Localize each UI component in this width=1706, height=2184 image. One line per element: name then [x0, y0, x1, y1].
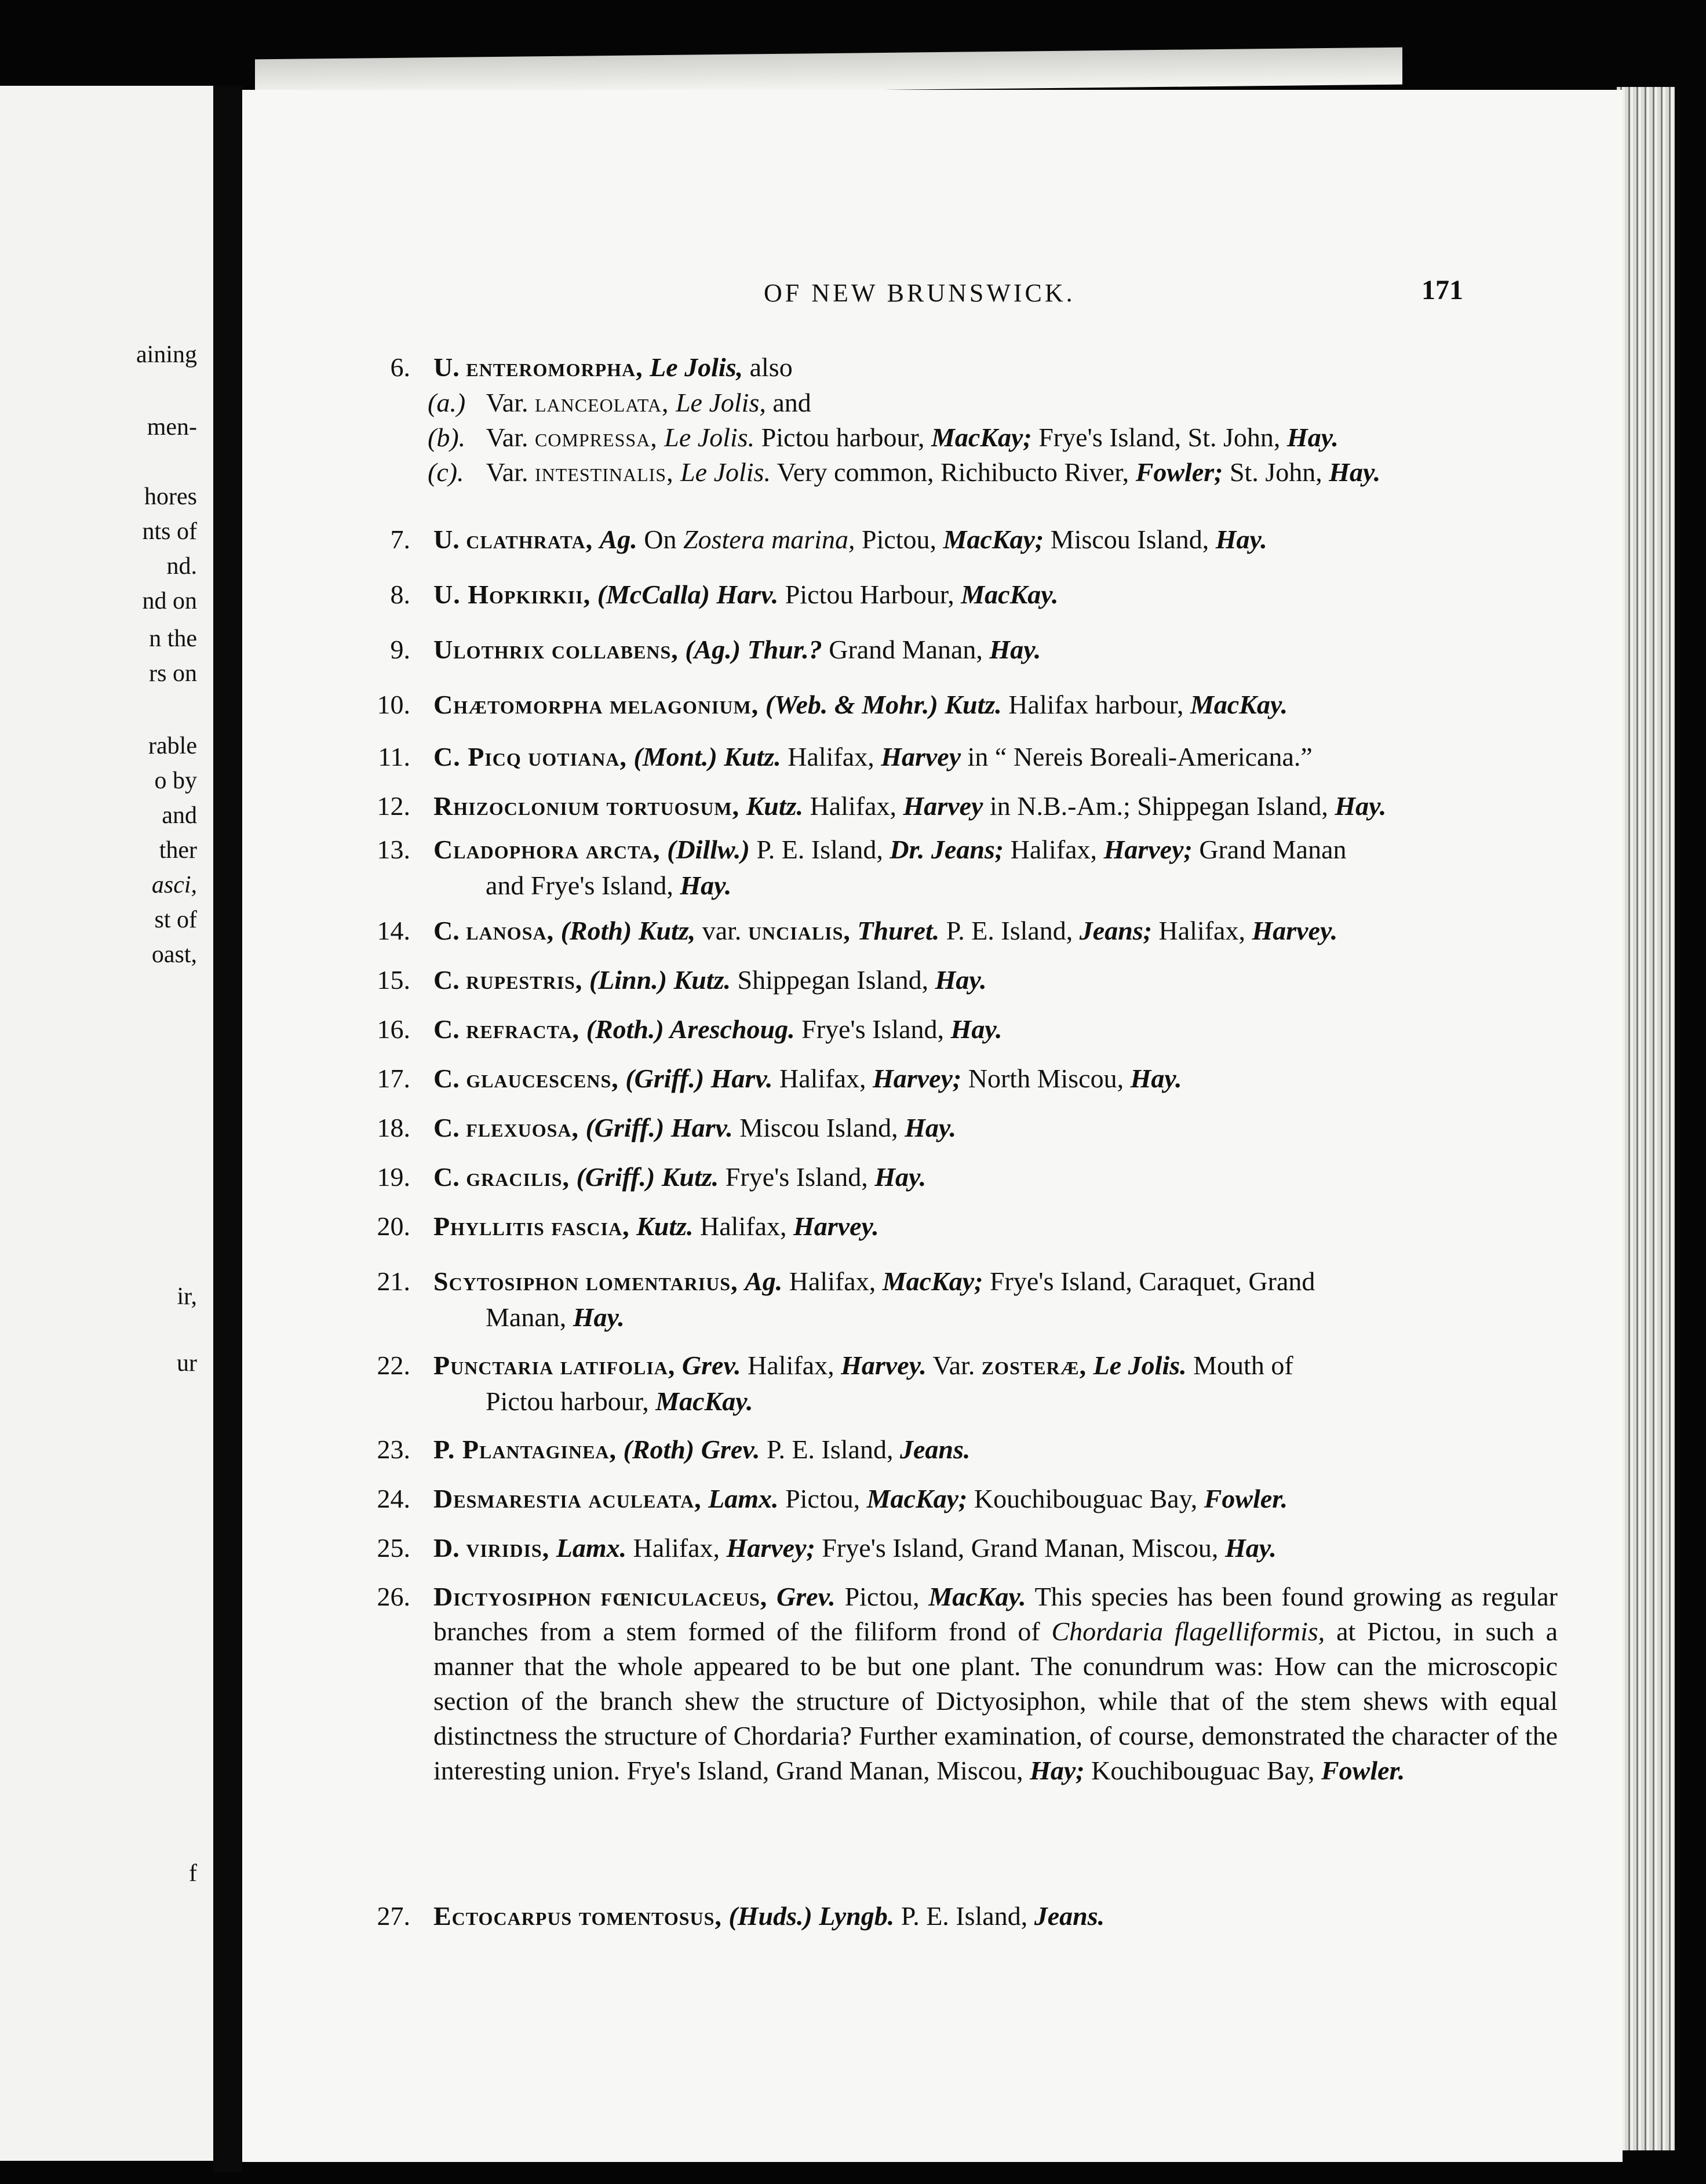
page-stack-edge — [1617, 87, 1675, 2150]
left-fragment: rs on — [149, 660, 197, 687]
right-page: OF NEW BRUNSWICK. 171 6. U. enteromorpha, Le Jolis, also (a.) Var. lanceolata, Le Jolis, and (b). Var. compressa, Le Jolis. Pictou harbour, MacKay; Frye's Island, St. John, Hay. (c). Var. intestinalis, Le Jolis. Very common, Richibucto River, Fowler; St. John, Hay. 7. U. clathrata, Ag. On Zostera marina, Pictou, MacKay; Miscou Island, Hay. 8. U. Hopkirkii, (McCalla) Harv. Pictou Harbour, MacKay. 9. Ulothrix collabens, (Ag.) Thur.? Grand Manan, Hay. 10. Chætomorpha melagonium, (Web. & Mohr.) Kutz. Halifax harbour, MacKay. 11. C. Picq uotiana, (Mont.) Kutz. Halifax, Harvey in “ Nereis Boreali-Americana.” 12. Rhizoclonium tortuosum, Kutz. Halifax, Harvey in N.B.-Am.; Shippegan Island, Hay. 13. Cladophora arcta, (Dillw.) P. E. Island, Dr. Jeans; Halifax, Harvey; Grand Manan and Frye's Island, Hay. 14. C. lanosa, (Roth) Kutz, var. uncialis, Thuret. P. E. Island, Jeans; Halifax, Harvey. 15. C. rupestris, (Linn.) Kutz. Shippegan Island, Hay. 16. C. refracta, (Roth.) Areschoug. Frye's Island, Hay. 17. C. glaucescens, (Griff.) Harv. Halifax, Harvey; North Miscou, Hay. 18. C. flexuosa, (Griff.) Harv. Miscou Island, Hay. 19. C. gracilis, (Griff.) Kutz. Frye's Island, Hay. 20. Phyllitis fascia, Kutz. Halifax, Harvey. 21. Scytosiphon lomentarius, Ag. Halifax, MacKay; Frye's Island, Caraquet, Grand Manan, Hay. 22. Punctaria latifolia, Grev. Halifax, Harvey. Var. zosteræ, Le Jolis. Mouth of Pictou harbour, MacKay. 23. P. Plantaginea, (Roth) Grev. P. E. Island, Jeans. 24. Desmarestia aculeata, Lamx. Pictou, MacKay; Kouchibouguac Bay, Fowler. 25. D. viridis, Lamx. Halifax, Harvey; Frye's Island, Grand Manan, Miscou, Hay. 26. Dictyosiphon fœniculaceus, Grev. Pictou, MacKay. This species has been found growing as regular branches from a stem formed of the filiform frond of Chordaria flagelliformis, at Pictou, in such a manner that the whole appeared to be but one plant. The conundrum was: How can the microscopic section of the branch shew the structure of Dictyosiphon, while that of the stem shews with equal distinctness the structure of Chordaria? Further examination, of course, demonstrated the character of the interesting union. Frye's Island, Grand Manan, Miscou, Hay; Kouchibouguac Bay, Fowler. 27. Ectocarpus tomentosus, (Huds.) Lyngb. P. E. Island, Jeans. — [242, 90, 1623, 2162]
left-fragment: nts of — [142, 518, 197, 545]
left-fragment: rable — [148, 733, 197, 759]
page-number: 171 — [1421, 275, 1463, 305]
page-top-edge — [255, 48, 1402, 97]
entry-number: 6. — [390, 352, 410, 382]
left-page-fragment — [0, 86, 213, 2161]
left-fragment: nd. — [166, 553, 197, 580]
left-fragment: st of — [154, 907, 197, 933]
left-fragment: men- — [147, 414, 197, 441]
left-fragment: asci, — [151, 872, 197, 898]
left-fragment: n the — [149, 625, 197, 652]
left-fragment: ther — [159, 837, 197, 864]
running-head: OF NEW BRUNSWICK. — [764, 279, 1076, 307]
left-fragment: hores — [144, 483, 197, 510]
variety-a: (a.) Var. lanceolata, Le Jolis, and — [428, 388, 811, 417]
book-gutter — [213, 86, 242, 2172]
left-fragment: and — [162, 802, 197, 829]
left-fragment: o by — [154, 767, 197, 794]
left-fragment: ur — [177, 1350, 197, 1377]
left-fragment: f — [189, 1860, 197, 1887]
left-fragment: oast, — [151, 941, 197, 968]
left-fragment: aining — [136, 341, 197, 368]
left-fragment: ir, — [177, 1283, 197, 1310]
left-fragment: nd on — [142, 588, 197, 614]
variety-b: (b). Var. compressa, Le Jolis. Pictou harbour, MacKay; Frye's Island, St. John, Hay. — [428, 423, 1339, 452]
variety-c: (c). Var. intestinalis, Le Jolis. Very common, Richibucto River, Fowler; St. John, Hay. — [428, 457, 1381, 487]
